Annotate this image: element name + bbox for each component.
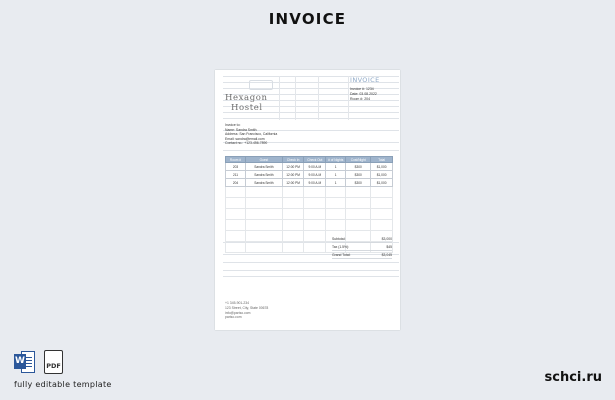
empty-row xyxy=(226,198,393,209)
grid-line xyxy=(223,276,399,277)
invoice-number: Invoice #: 1234 xyxy=(350,87,374,91)
cell-room: 211 xyxy=(226,171,246,179)
bill-to-contact: Contact no.: +123-456-7890 xyxy=(225,141,268,146)
hostel-name xyxy=(225,93,285,113)
brand-label[interactable]: schci.ru xyxy=(544,370,602,385)
pdf-icon[interactable] xyxy=(42,350,64,374)
cell-check-in: 12:00 PM xyxy=(282,163,304,171)
grid-column xyxy=(318,76,319,120)
bill-to-heading: Invoice to: xyxy=(225,123,241,127)
table-row xyxy=(226,171,393,179)
grid-line xyxy=(223,118,399,119)
invoice-heading: INVOICE xyxy=(350,76,380,84)
word-icon-label: W xyxy=(14,354,26,369)
column-header: # of Nights xyxy=(326,157,346,163)
bill-to-email: Email: sandra@email.com xyxy=(225,136,265,141)
grid-line xyxy=(223,262,399,263)
invoice-meta xyxy=(350,87,377,102)
cell-check-out: 9:00 A.M xyxy=(304,163,326,171)
cell-nights: 1 xyxy=(326,171,346,179)
room-number: Room #: 204 xyxy=(350,97,371,101)
cell-guest: Sandra Smith xyxy=(246,179,283,187)
grand-total-label: Grand Total: xyxy=(332,252,351,257)
hostel-name-line1: Hexagon xyxy=(225,93,268,103)
grand-total-row xyxy=(332,251,392,259)
column-header: Room # xyxy=(226,157,246,163)
grid-line xyxy=(223,150,399,151)
cell-cost: $300 xyxy=(346,163,371,171)
cell-total: $1,000 xyxy=(371,179,393,187)
bill-to-address: Address: San Francisco, California xyxy=(225,132,278,137)
format-icons xyxy=(14,350,64,374)
invoice-preview[interactable] xyxy=(215,70,400,330)
invoice-date: Date: 03.08.2022 xyxy=(350,92,377,96)
cell-nights: 1 xyxy=(326,163,346,171)
word-icon[interactable] xyxy=(14,350,36,374)
table-row xyxy=(226,163,393,171)
grid-column xyxy=(295,76,296,120)
contact-website: pariso.com xyxy=(225,315,242,320)
cell-total: $1,000 xyxy=(371,163,393,171)
grand-total-value: $3,045 xyxy=(381,252,392,257)
template-caption: fully editable template xyxy=(14,380,112,389)
cell-room: 204 xyxy=(226,179,246,187)
cell-check-in: 12:00 PM xyxy=(282,179,304,187)
tax-value: $45 xyxy=(386,244,392,249)
grid-column xyxy=(348,76,349,120)
bill-to-name: Name: Sandra Smith xyxy=(225,127,257,132)
column-header: Check In xyxy=(282,157,304,163)
contact-address: 123 Street, City, State 00678 xyxy=(225,305,269,310)
empty-row xyxy=(226,209,393,220)
column-header: Check Out xyxy=(304,157,326,163)
grid-line xyxy=(223,270,399,271)
logo-placeholder xyxy=(249,80,273,90)
totals-block xyxy=(332,235,392,259)
subtotal-row xyxy=(332,235,392,243)
empty-row xyxy=(226,220,393,231)
tax-label: Tax (1.5%): xyxy=(332,244,350,249)
column-header: Guest xyxy=(246,157,283,163)
cell-check-out: 9:00 A.M xyxy=(304,171,326,179)
subtotal-label: Subtotal: xyxy=(332,236,346,241)
cell-cost: $300 xyxy=(346,171,371,179)
contact-block xyxy=(225,301,268,320)
cell-check-out: 9:00 A.M xyxy=(304,179,326,187)
contact-phone: +1 345-901-234 xyxy=(225,301,250,305)
cell-total: $1,000 xyxy=(371,171,393,179)
subtotal-value: $3,000 xyxy=(381,236,392,241)
cell-cost: $300 xyxy=(346,179,371,187)
cell-guest: Sandra Smith xyxy=(246,163,283,171)
page-title: INVOICE xyxy=(268,10,347,28)
table-row xyxy=(226,179,393,187)
column-header: Cost/Night xyxy=(346,157,371,163)
cell-guest: Sandra Smith xyxy=(246,171,283,179)
tax-row xyxy=(332,243,392,251)
empty-row xyxy=(226,187,393,198)
bill-to-block xyxy=(225,123,277,146)
cell-check-in: 12:00 PM xyxy=(282,171,304,179)
cell-room: 203 xyxy=(226,163,246,171)
cell-nights: 1 xyxy=(326,179,346,187)
pdf-icon-label: PDF xyxy=(46,362,61,370)
column-header: Total xyxy=(371,157,393,163)
contact-email: info@pariso.com xyxy=(225,310,251,315)
hostel-name-line2: Hostel xyxy=(231,103,263,113)
